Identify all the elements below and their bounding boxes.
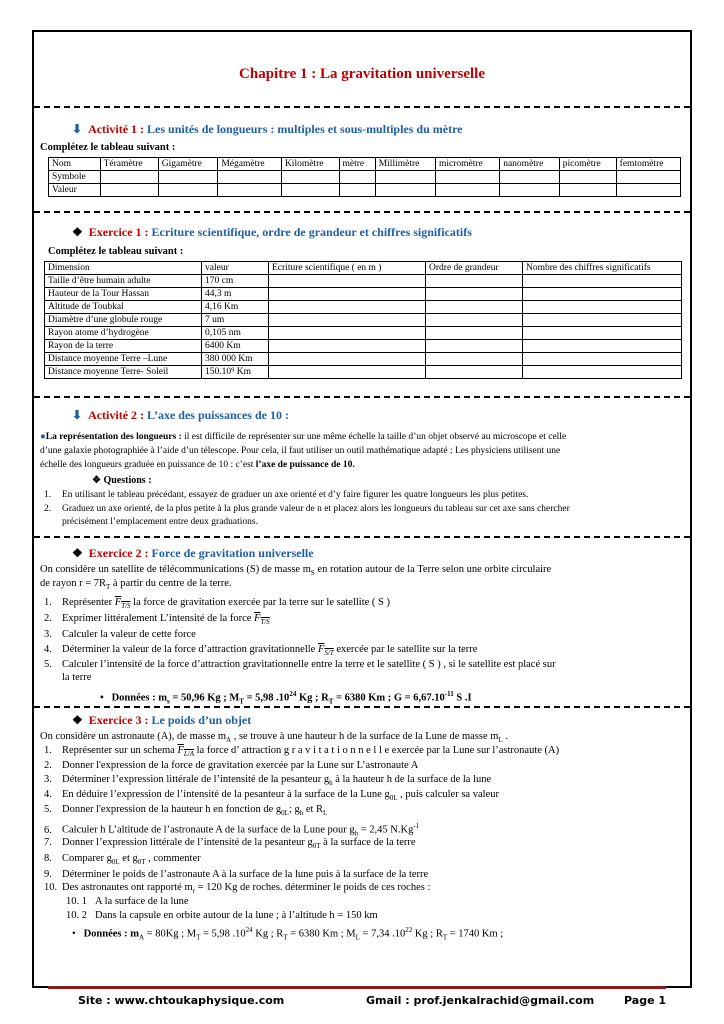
exercice3-intro: On considère un astronaute (A), de masse $m_A$ , se trouve à une hauteur h de la surface de la Lune de masse $m_L$ . — [40, 731, 508, 745]
exercice2-intro-2: de rayon $r = 7R_T$ à partir du centre de la terre. — [40, 578, 232, 592]
table-row: Rayon atome d’hydrogène 0,105 nm — [45, 327, 682, 340]
list-item: 3. Calculer la valeur de cette force — [44, 629, 196, 640]
section-divider — [34, 706, 690, 708]
diamond-bullet-icon: ❖ — [72, 225, 83, 239]
list-item: la terre — [62, 672, 92, 683]
activite1-instruction: Complétez le tableau suivant : — [40, 142, 176, 153]
list-item: 2. Exprimer littéralement L’intensité de la force $F_{T/S}$ — [44, 613, 270, 627]
section-divider — [34, 106, 690, 108]
table-row: Dimension valeur Ecriture scientifique ( en m ) Ordre de grandeur Nombre des chiffres significatifs — [45, 262, 682, 275]
diamond-bullet-icon: ❖ — [72, 713, 83, 727]
activite2-heading: ⬇ Activité 2 : L’axe des puissances de 10 : — [72, 408, 289, 422]
list-item: 10. 1 A la surface de la lune — [66, 896, 189, 907]
exercice2-heading: ❖ Exercice 2 : Force de gravitation universelle — [72, 546, 314, 560]
exercice2-donnees: • Données : $m_s = 50,96$ Kg ; $M_T = 5,98$ $.10^{24}$ Kg ; $R_T = 6380$ Km ; $G = 6,67.10^{-11}$ S .I — [100, 690, 472, 706]
section-divider — [34, 536, 690, 538]
exercice1-heading: ❖ Exercice 1 : Ecriture scientifique, ordre de grandeur et chiffres significatifs — [72, 225, 472, 239]
exercice3-donnees: • Données : $m_A = 80Kg$ ; $M_T = 5,98$ $.10^{24}$ Kg ; $R_T = 6380$ Km ; $M_L = 7,34$ $.10^{22}$ Kg ; $R_T = 1740$ Km ; — [72, 926, 504, 942]
list-item: 2. Donner l'expression de la force de gravitation exercée par la Lune sur L’astronaute A — [44, 760, 419, 771]
footer-gmail: Gmail : prof.jenkalrachid@gmail.com — [366, 994, 595, 1007]
exercice2-intro: On considère un satellite de télécommunications (S) de masse $m_S$ en rotation autour de la Terre selon une orbite circulaire — [40, 564, 552, 578]
list-item: 1. En utilisant le tableau précédant, essayez de graduer un axe orienté et d’y faire figurer les quatre longueurs les plus petites. — [44, 490, 529, 500]
activite1-heading: ⬇ Activité 1 : Les unités de longueurs : multiples et sous-multiples du mètre — [72, 122, 463, 136]
list-item: 5. Calculer l’intensité de la force d’attraction gravitationnelle entre la terre et le satellite ( S ) , si le satellite est placé sur — [44, 659, 556, 670]
table-row: Symbole — [49, 171, 681, 184]
table-row: Nom Téramètre Gigamètre Mégamètre Kilomètre mètre Millimètre micromètre nanomètre picomètre femtomètre — [49, 158, 681, 171]
section-divider — [34, 211, 690, 213]
activite2-paragraph: ●La représentation des longueurs : il est difficile de représenter sur une même échelle la taille d’un objet observé au microscope et celle d’une galaxie photographiée à l’aide d’un télescope. Pour cela, il faut utiliser un outil mathématique adapté : Les physiciens utilisent une échelle des longueurs graduée en puissance de 10 : c’est l’axe de puissance de 10. — [40, 432, 567, 470]
arrow-down-icon: ⬇ — [72, 408, 83, 422]
table-row: Distance moyenne Terre- Soleil 150.10⁹ Km — [45, 366, 682, 379]
list-item: 7. Donner l’expression littérale de l’intensité de la pesanteur $g_{0T}$ à la surface de la terre — [44, 837, 416, 851]
diamond-bullet-icon: ❖ — [92, 475, 101, 486]
bullet-icon: ● — [40, 432, 46, 442]
table-row: Taille d’être humain adulte 170 cm — [45, 275, 682, 288]
arrow-down-icon: ⬇ — [72, 122, 83, 136]
exercice1-instruction: Complétez le tableau suivant : — [48, 246, 184, 257]
list-item: 2. Graduez un axe orienté, de la plus petite à la plus grande valeur de n et placez alors les longueurs du tableau sur cet axe sans chercher — [44, 504, 570, 514]
dimensions-table — [44, 261, 682, 379]
list-item: 3. Déterminer l’expression littérale de l’intensité de la pesanteur $g_h$ à la hauteur h de la surface de la lune — [44, 774, 492, 788]
bullet-icon: • — [100, 692, 104, 704]
list-item: 10. Des astronautes ont rapporté $m_r = 120$ Kg de roches. déterminer le poids de ces roches : — [44, 882, 431, 896]
questions-heading: ❖ Questions : — [92, 475, 152, 486]
list-item: 8. Comparer $g_{0L}$ et $g_{0T}$ , commenter — [44, 853, 201, 867]
table-row: Rayon de la terre 6400 Km — [45, 340, 682, 353]
list-item: 9. Déterminer le poids de l’astronaute A à la surface de la lune puis à la surface de la terre — [44, 869, 429, 880]
exercice3-heading: ❖ Exercice 3 : Le poids d’un objet — [72, 713, 252, 727]
table-row: Hauteur de la Tour Hassan 44,3 m — [45, 288, 682, 301]
list-item: 1. Représenter $F_{T/S}$ la force de gravitation exercée par la terre sur le satellite ( S ) — [44, 597, 390, 611]
footer-divider — [48, 986, 666, 989]
table-row: Altitude de Toubkal 4,16 Km — [45, 301, 682, 314]
list-item: 6. Calculer h L’altitude de l’astronaute A de la surface de la Lune pour $g_h = 2,45$ $N.Kg^{-1}$ — [44, 822, 420, 838]
units-table — [48, 157, 681, 197]
footer-page-number: Page 1 — [624, 994, 667, 1007]
list-item: 1. Représenter sur un schema $F_{L/A}$ la force d’ attraction g r a v i t a t i o n n e l l e exercée par la Lune sur l’astronaute (A) — [44, 745, 560, 759]
diamond-bullet-icon: ❖ — [72, 546, 83, 560]
list-item: 4. En déduire l’expression de l’intensité de la pesanteur à la surface de la Lune $g_{0L}$ , puis calculer sa valeur — [44, 789, 499, 803]
table-row: Diamètre d’une globule rouge 7 um — [45, 314, 682, 327]
table-row: Valeur — [49, 184, 681, 197]
list-item: 4. Déterminer la valeur de la force d’attraction gravitationnelle $F_{S/T}$ exercée par le satellite sur la terre — [44, 644, 478, 658]
bullet-icon: • — [72, 928, 76, 940]
list-item: 5. Donner l'expression de la hauteur h en fonction de $g_{0L}$; $g_h$ et $R_L$ — [44, 804, 328, 818]
page-title: Chapitre 1 : La gravitation universelle — [239, 66, 485, 82]
list-item: 10. 2 Dans la capsule en orbite autour de la lune ; à l’altitude h = 150 km — [66, 910, 378, 921]
section-divider — [34, 396, 690, 398]
list-item: précisément l’emplacement entre deux graduations. — [62, 517, 258, 527]
footer-site: Site : www.chtoukaphysique.com — [78, 994, 285, 1007]
table-row: Distance moyenne Terre –Lune 380 000 Km — [45, 353, 682, 366]
